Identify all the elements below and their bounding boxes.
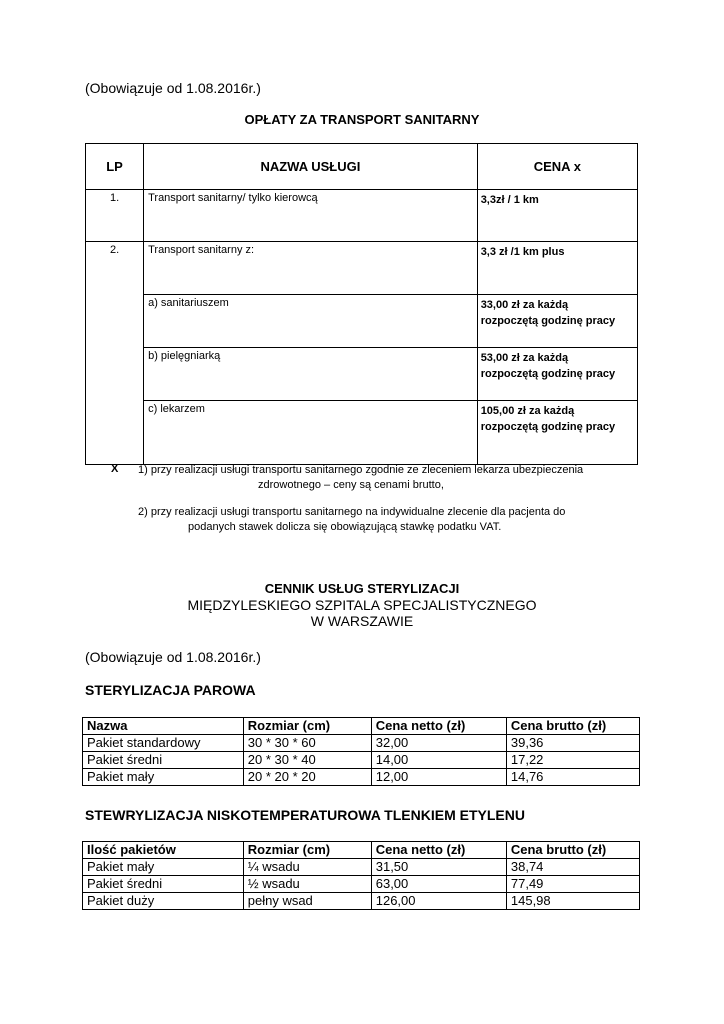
cell-gross: 14,76 (506, 769, 639, 786)
steam-table (82, 717, 640, 786)
steam-heading: STERYLIZACJA PAROWA (85, 682, 256, 698)
city-name: W WARSZAWIE (310, 613, 414, 629)
header-lp: LP (86, 144, 144, 190)
row-price (477, 401, 637, 465)
table-row (86, 242, 638, 295)
note-2-line-2: podanych stawek dolicza się obowiązującą stawkę podatku VAT. (188, 521, 502, 533)
cell-size: 30 * 30 * 60 (243, 735, 371, 752)
row-name: c) lekarzem (144, 401, 478, 465)
price-line-1: 53,00 zł za każdą (480, 352, 569, 364)
table-row (83, 893, 640, 910)
cell-name: Pakiet standardowy (83, 735, 244, 752)
table-row (83, 876, 640, 893)
cell-gross: 39,36 (506, 735, 639, 752)
row-lp: 1. (86, 190, 144, 242)
table-row (86, 401, 638, 465)
header-cell: Cena netto (zł) (371, 842, 506, 859)
row-name: Transport sanitarny z: (144, 242, 478, 295)
header-name: NAZWA USŁUGI (144, 144, 478, 190)
table-row (86, 348, 638, 401)
header-cell: Nazwa (83, 718, 244, 735)
header-cell: Rozmiar (cm) (243, 718, 371, 735)
low-temp-table (82, 841, 640, 910)
low-temp-heading: STEWRYLIZACJA NISKOTEMPERATUROWA TLENKIEM ETYLENU (85, 807, 525, 823)
price-line-2: rozpoczętą godzinę pracy (480, 368, 616, 380)
cell-size: 20 * 20 * 20 (243, 769, 371, 786)
cell-name: Pakiet średni (83, 752, 244, 769)
cell-gross: 38,74 (506, 859, 639, 876)
cell-size: ¼ wsadu (243, 859, 371, 876)
header-cell: Rozmiar (cm) (243, 842, 371, 859)
effective-date: (Obowiązuje od 1.08.2016r.) (85, 80, 261, 96)
price-line-1: 33,00 zł za każdą (480, 299, 569, 311)
cell-size: 20 * 30 * 40 (243, 752, 371, 769)
cell-gross: 77,49 (506, 876, 639, 893)
row-lp: 2. (86, 242, 144, 295)
cell-name: Pakiet średni (83, 876, 244, 893)
cell-net: 31,50 (371, 859, 506, 876)
header-cell: Cena brutto (zł) (506, 718, 639, 735)
sterilization-title: CENNIK USŁUG STERYLIZACJI (264, 581, 460, 596)
header-price: CENA x (477, 144, 637, 190)
row-name: b) pielęgniarką (144, 348, 478, 401)
table-header-row (83, 842, 640, 859)
cell-size: pełny wsad (243, 893, 371, 910)
price-line-2: rozpoczętą godzinę pracy (480, 421, 616, 433)
cell-net: 63,00 (371, 876, 506, 893)
note-1-line-1: 1) przy realizacji usługi transportu sanitarnego zgodnie ze zleceniem lekarza ubezpieczenia (138, 464, 584, 476)
table-header-row (83, 718, 640, 735)
table-row (83, 769, 640, 786)
row-lp-empty (86, 348, 144, 401)
row-name: Transport sanitarny/ tylko kierowcą (144, 190, 478, 242)
cell-size: ½ wsadu (243, 876, 371, 893)
table-header-row (86, 144, 638, 190)
row-price (477, 348, 637, 401)
note-1-line-2: zdrowotnego – ceny są cenami brutto, (258, 479, 444, 491)
row-lp-empty (86, 401, 144, 465)
hospital-name: MIĘDZYLESKIEGO SZPITALA SPECJALISTYCZNEGO (187, 597, 537, 613)
header-cell: Cena netto (zł) (371, 718, 506, 735)
row-lp-empty (86, 295, 144, 348)
cell-gross: 145,98 (506, 893, 639, 910)
cell-name: Pakiet duży (83, 893, 244, 910)
table-row (83, 735, 640, 752)
cell-net: 32,00 (371, 735, 506, 752)
price-line-2: rozpoczętą godzinę pracy (480, 315, 616, 327)
table-row (86, 295, 638, 348)
note-marker: X (111, 463, 119, 475)
note-2-line-1: 2) przy realizacji usługi transportu sanitarnego na indywidualne zlecenie dla pacjenta do (138, 506, 566, 518)
cell-gross: 17,22 (506, 752, 639, 769)
transport-table (85, 143, 638, 465)
header-cell: Ilość pakietów (83, 842, 244, 859)
table-row (86, 190, 638, 242)
table-row (83, 859, 640, 876)
header-cell: Cena brutto (zł) (506, 842, 639, 859)
table-row (83, 752, 640, 769)
cell-net: 12,00 (371, 769, 506, 786)
transport-title: OPŁATY ZA TRANSPORT SANITARNY (244, 112, 480, 127)
row-price: 3,3 zł /1 km plus (477, 242, 637, 295)
row-price (477, 295, 637, 348)
effective-date-2: (Obowiązuje od 1.08.2016r.) (85, 649, 261, 665)
price-line-1: 105,00 zł za każdą (480, 405, 575, 417)
row-price: 3,3zł / 1 km (477, 190, 637, 242)
cell-net: 14,00 (371, 752, 506, 769)
cell-net: 126,00 (371, 893, 506, 910)
cell-name: Pakiet mały (83, 859, 244, 876)
row-name: a) sanitariuszem (144, 295, 478, 348)
cell-name: Pakiet mały (83, 769, 244, 786)
